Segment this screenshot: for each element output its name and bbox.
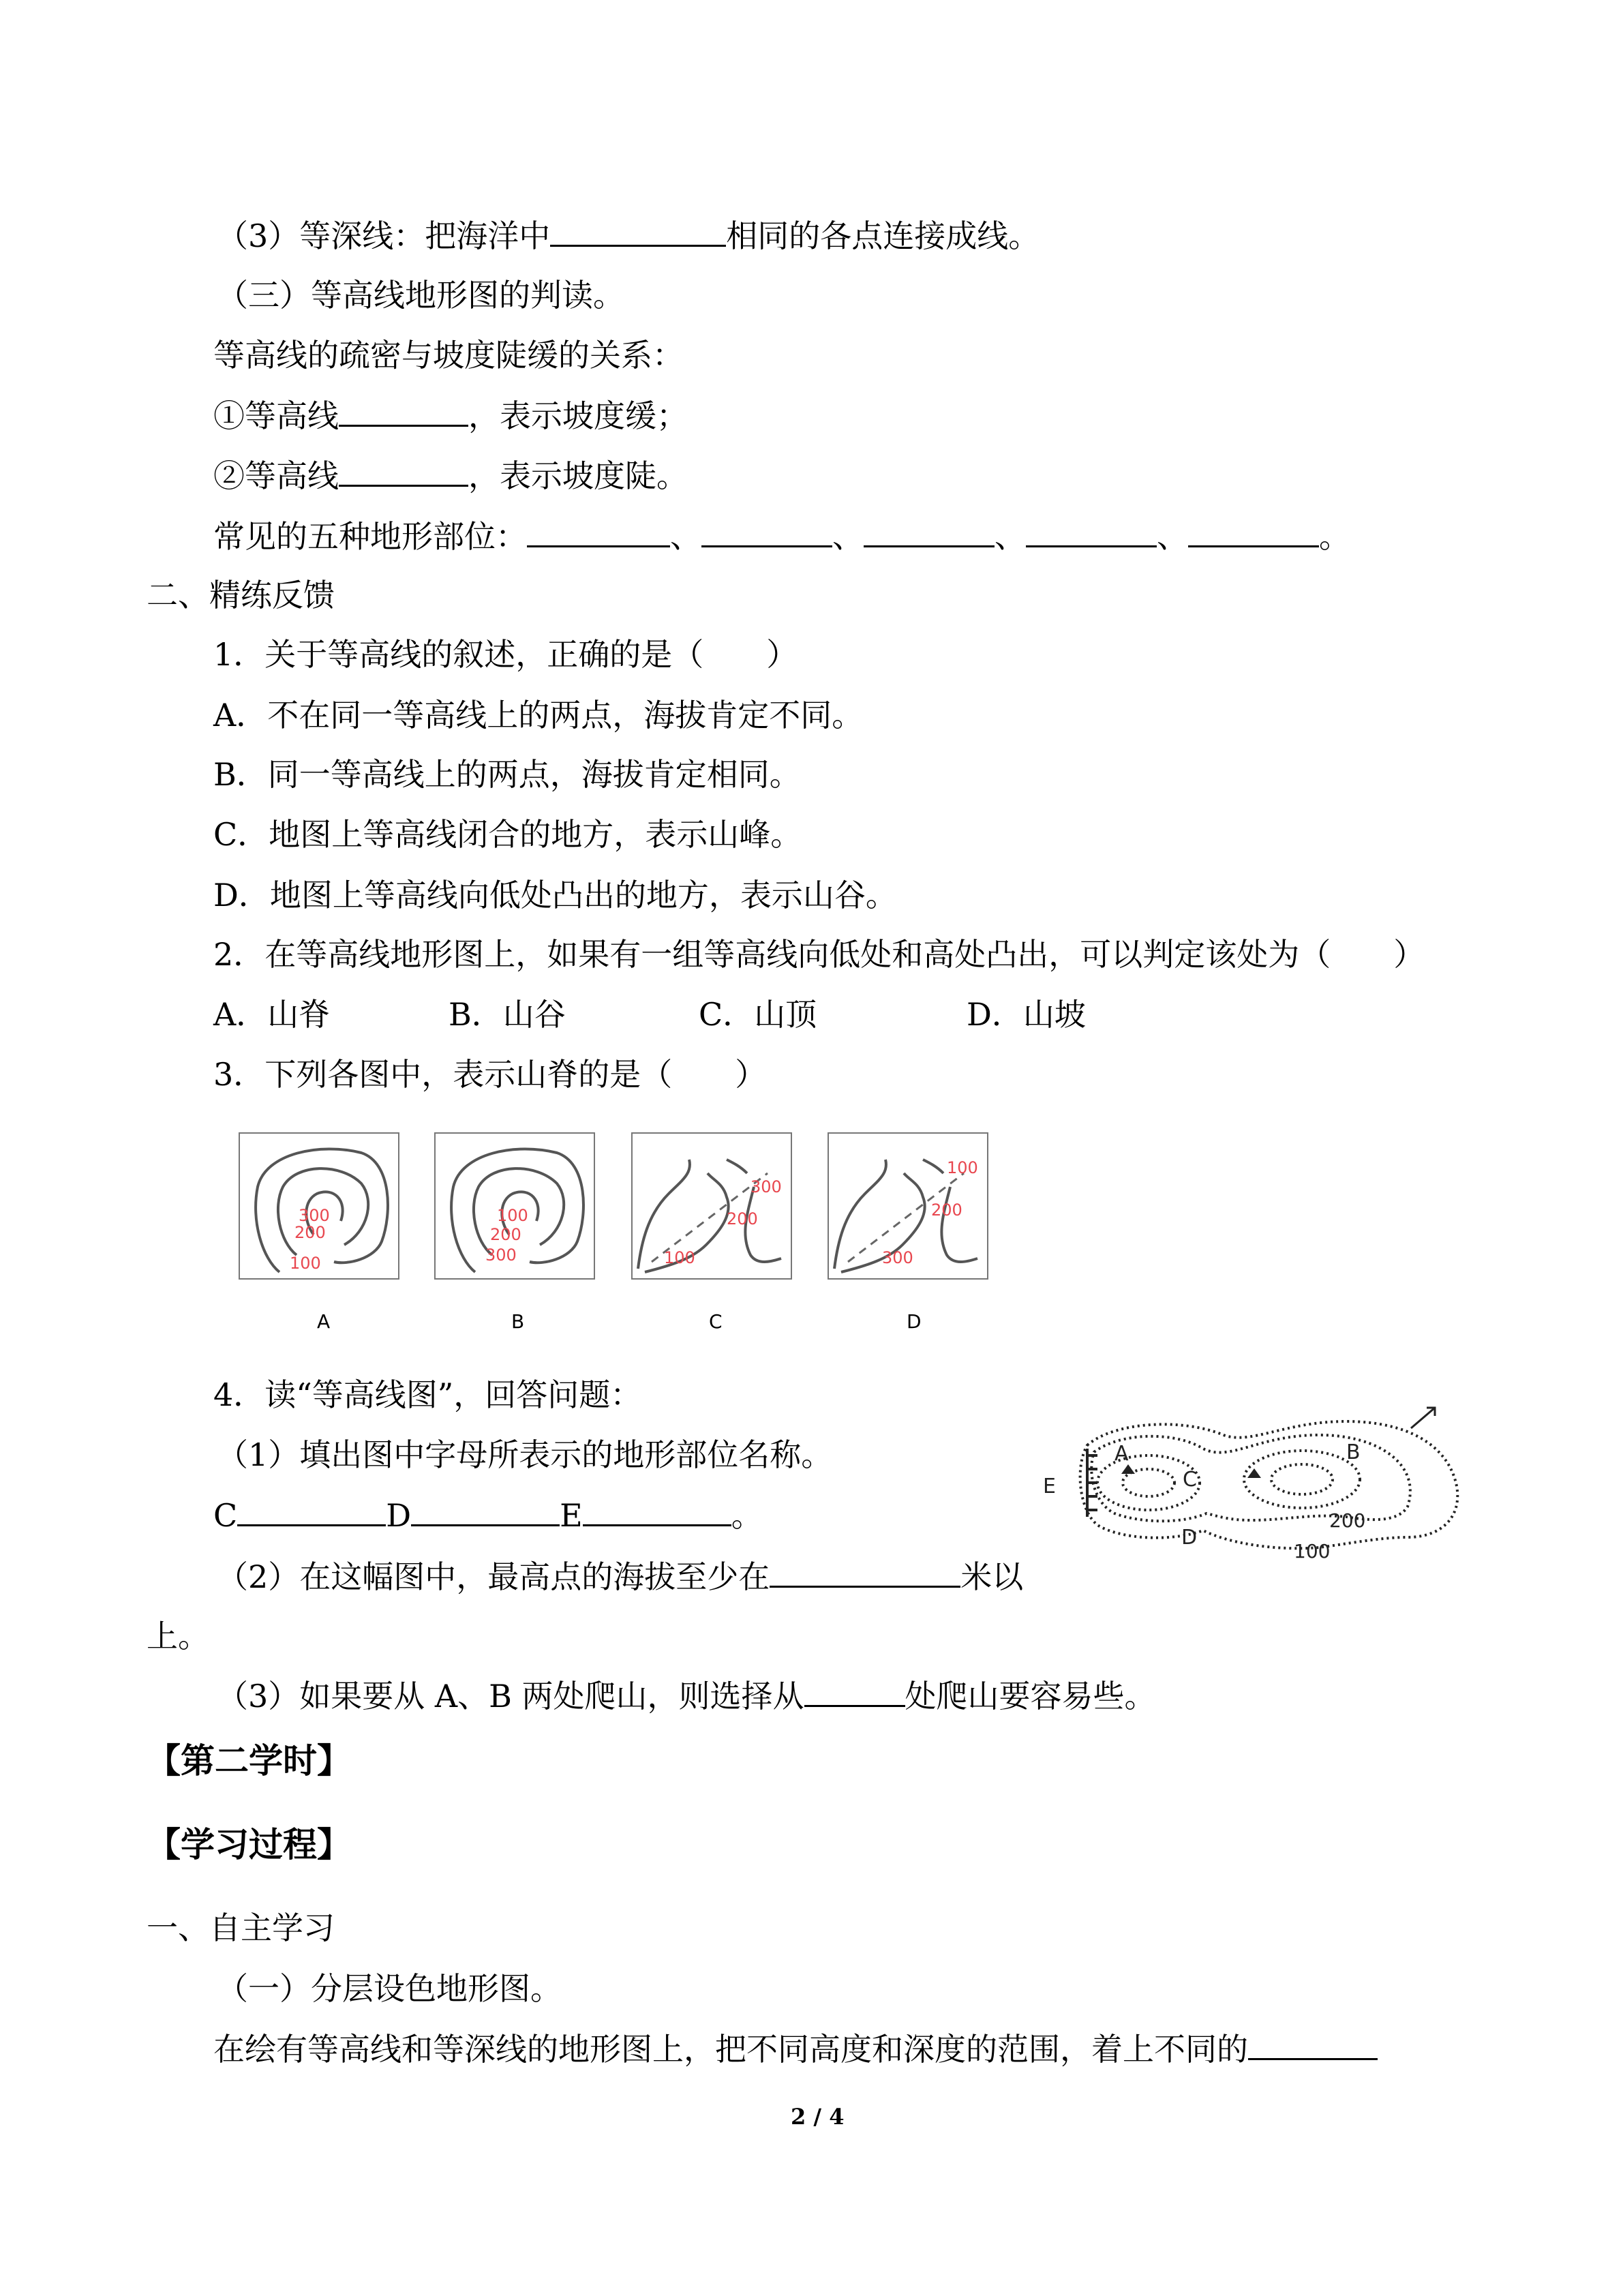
question-1: 1．关于等高线的叙述，正确的是（ ） [213, 636, 798, 673]
answer-blank[interactable] [864, 518, 995, 547]
text: 、 [832, 518, 864, 555]
text: C [213, 1497, 238, 1534]
question-4-part-1-blanks [213, 1496, 763, 1535]
gentle-slope-line [213, 397, 688, 435]
text: 。 [731, 1497, 763, 1534]
heading-second-lesson: 【第二学时】 [147, 1740, 351, 1781]
text: ①等高线 [213, 397, 339, 434]
text: （3）等深线：把海洋中 [217, 217, 551, 254]
question-4-part-3 [217, 1677, 1156, 1715]
question-1-option-c[interactable]: C．地图上等高线闭合的地方，表示山峰。 [213, 816, 802, 853]
question-2: 2．在等高线地形图上，如果有一组等高线向低处和高处凸出，可以判定该处为（ ） [213, 936, 1425, 973]
figure-b-label-200: 200 [490, 1225, 521, 1244]
text: E [560, 1497, 583, 1534]
text: D [386, 1497, 412, 1534]
answer-blank[interactable] [339, 457, 468, 487]
figure-d-label-300: 300 [882, 1248, 913, 1267]
answer-blank-d[interactable] [411, 1497, 560, 1526]
map-label-b: B [1346, 1440, 1361, 1464]
figure-c-label-100: 100 [664, 1248, 695, 1267]
answer-blank[interactable] [527, 518, 670, 547]
text: 、 [995, 518, 1026, 555]
answer-blank[interactable] [701, 518, 832, 547]
question-1-option-d[interactable]: D．地图上等高线向低处凸出的地方，表示山谷。 [213, 877, 897, 913]
text: 处爬山要容易些。 [905, 1678, 1156, 1715]
answer-blank-c[interactable] [237, 1497, 386, 1526]
text: ，表示坡度陡。 [468, 457, 688, 494]
answer-blank[interactable] [550, 217, 726, 247]
text: 相同的各点连接成线。 [726, 217, 1040, 254]
q3-isobath-line [217, 217, 1040, 255]
figure-label-d: D [907, 1310, 922, 1333]
figure-c-label-200: 200 [727, 1209, 758, 1228]
figure-c-label-300: 300 [750, 1177, 782, 1196]
section-layered-color-map: （一）分层设色地形图。 [217, 1970, 562, 2007]
figure-label-a: A [317, 1310, 331, 1333]
answer-blank-e[interactable] [583, 1497, 731, 1526]
heading-learning-process: 【学习过程】 [147, 1824, 351, 1864]
section-self-study: 一、自主学习 [147, 1909, 335, 1946]
question-3: 3．下列各图中，表示山脊的是（ ） [213, 1056, 767, 1093]
figure-d-contour-map [828, 1132, 988, 1280]
question-4-part-2-cont: 上。 [147, 1618, 209, 1655]
density-slope-relation: 等高线的疏密与坡度陡缓的关系： [213, 337, 684, 374]
five-landforms-line [213, 517, 1350, 556]
answer-blank[interactable] [339, 397, 468, 427]
page-number: 2 / 4 [791, 2104, 845, 2130]
map-contour-100: 100 [1294, 1540, 1331, 1562]
text: ②等高线 [213, 457, 339, 494]
text: 米以 [960, 1558, 1024, 1595]
text: 、 [670, 518, 701, 555]
text: 、 [1157, 518, 1188, 555]
figure-c-contour-map [631, 1132, 792, 1280]
figure-a-label-200: 200 [294, 1223, 326, 1242]
map-contour-200: 200 [1329, 1509, 1366, 1532]
answer-blank[interactable] [1188, 518, 1319, 547]
text: （3）如果要从 A、B 两处爬山，则选择从 [217, 1678, 804, 1715]
figure-d-label-100: 100 [947, 1158, 978, 1177]
figure-b-contour-map [434, 1132, 595, 1280]
figure-label-b: B [511, 1310, 525, 1333]
answer-blank[interactable] [1026, 518, 1157, 547]
contour-map-q4 [1026, 1404, 1469, 1568]
text: ，表示坡度缓； [468, 397, 688, 434]
question-4-part-2 [217, 1558, 1023, 1596]
text: （2）在这幅图中，最高点的海拔至少在 [217, 1558, 770, 1595]
map-label-e: E [1043, 1475, 1056, 1498]
answer-blank[interactable] [770, 1558, 960, 1588]
question-1-option-b[interactable]: B．同一等高线上的两点，海拔肯定相同。 [213, 756, 801, 793]
map-label-d: D [1181, 1526, 1198, 1550]
text: 在绘有等高线和等深线的地形图上，把不同高度和深度的范围，着上不同的 [213, 2031, 1248, 2068]
steep-slope-line [213, 457, 688, 495]
question-2-option-d[interactable]: D．山坡 [967, 996, 1086, 1033]
question-1-option-a[interactable]: A．不在同一等高线上的两点，海拔肯定不同。 [213, 697, 864, 734]
figure-a-contour-map [239, 1132, 399, 1280]
figure-a-label-100: 100 [290, 1254, 321, 1273]
answer-blank[interactable] [804, 1678, 905, 1707]
map-label-c: C [1183, 1468, 1197, 1492]
question-4: 4．读“等高线图”，回答问题： [213, 1376, 642, 1413]
figure-b-label-300: 300 [485, 1245, 517, 1265]
section-title-practice: 二、精练反馈 [147, 577, 335, 614]
text: 。 [1319, 518, 1350, 555]
text: 常见的五种地形部位： [213, 518, 527, 555]
question-2-option-a[interactable]: A．山脊 [213, 996, 331, 1033]
figure-label-c: C [709, 1310, 723, 1333]
question-2-option-b[interactable]: B．山谷 [449, 996, 566, 1033]
figure-b-label-100: 100 [497, 1206, 528, 1225]
layered-color-description [213, 2030, 1378, 2068]
answer-blank[interactable] [1248, 2031, 1378, 2060]
section-title-reading: （三）等高线地形图的判读。 [217, 277, 624, 314]
figure-a-label-300: 300 [299, 1206, 330, 1225]
question-2-option-c[interactable]: C．山顶 [699, 996, 817, 1033]
figure-d-label-200: 200 [931, 1200, 962, 1220]
question-4-part-1: （1）填出图中字母所表示的地形部位名称。 [217, 1436, 833, 1473]
map-label-a: A [1114, 1442, 1129, 1466]
